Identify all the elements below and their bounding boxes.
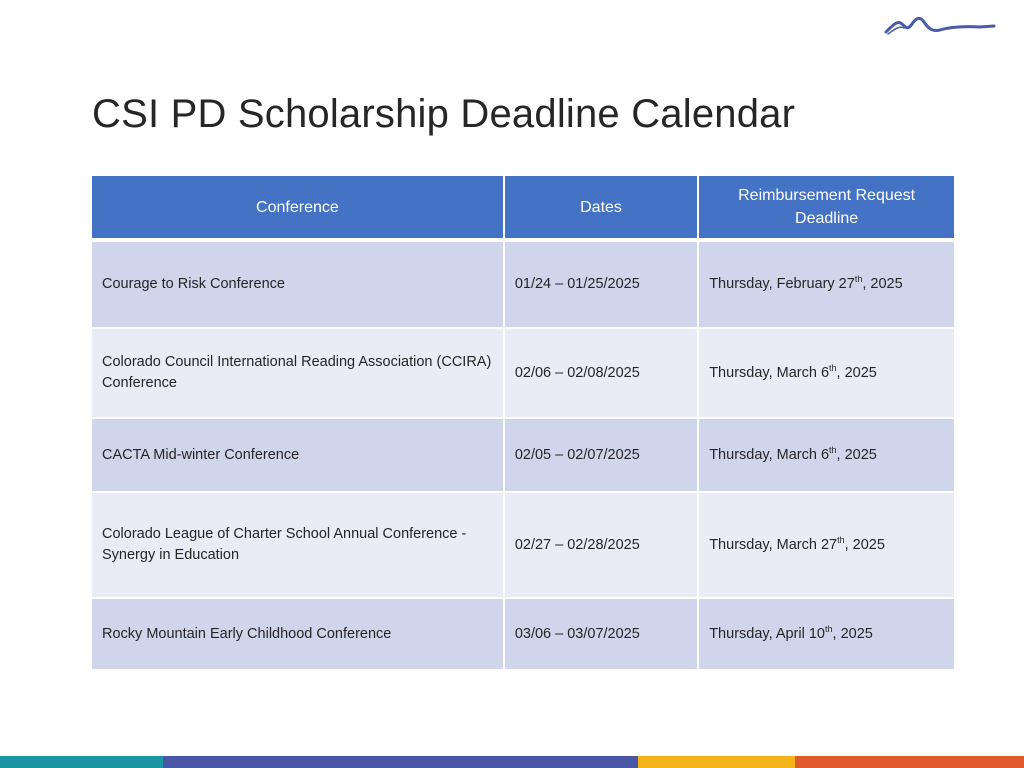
deadline-cell: Thursday, March 6th, 2025 [698,328,954,418]
conference-cell: Colorado Council International Reading Association (CCIRA) Conference [92,328,504,418]
dates-cell: 02/06 – 02/08/2025 [504,328,698,418]
table-header-row [92,176,954,240]
table-row [92,240,954,328]
conference-cell: Colorado League of Charter School Annual Conference - Synergy in Education [92,492,504,598]
footer-bar-orange [795,756,1024,768]
footer-color-bar [0,756,1024,768]
deadline-table [92,176,954,671]
conference-cell: Courage to Risk Conference [92,240,504,328]
dates-cell: 03/06 – 03/07/2025 [504,598,698,670]
conference-cell: CACTA Mid-winter Conference [92,418,504,492]
footer-bar-teal [0,756,163,768]
table-row [92,418,954,492]
deadline-cell: Thursday, March 6th, 2025 [698,418,954,492]
page-title: CSI PD Scholarship Deadline Calendar [92,92,796,136]
deadline-cell: Thursday, March 27th, 2025 [698,492,954,598]
deadline-cell: Thursday, April 10th, 2025 [698,598,954,670]
header-deadline: Reimbursement Request Deadline [698,176,954,240]
footer-bar-yellow [638,756,795,768]
header-dates: Dates [504,176,698,240]
table-row [92,598,954,670]
dates-cell: 01/24 – 01/25/2025 [504,240,698,328]
mountain-logo [884,10,996,36]
dates-cell: 02/27 – 02/28/2025 [504,492,698,598]
conference-cell: Rocky Mountain Early Childhood Conference [92,598,504,670]
footer-bar-blue [163,756,638,768]
table-row [92,492,954,598]
header-conference: Conference [92,176,504,240]
table-row [92,328,954,418]
dates-cell: 02/05 – 02/07/2025 [504,418,698,492]
deadline-cell: Thursday, February 27th, 2025 [698,240,954,328]
